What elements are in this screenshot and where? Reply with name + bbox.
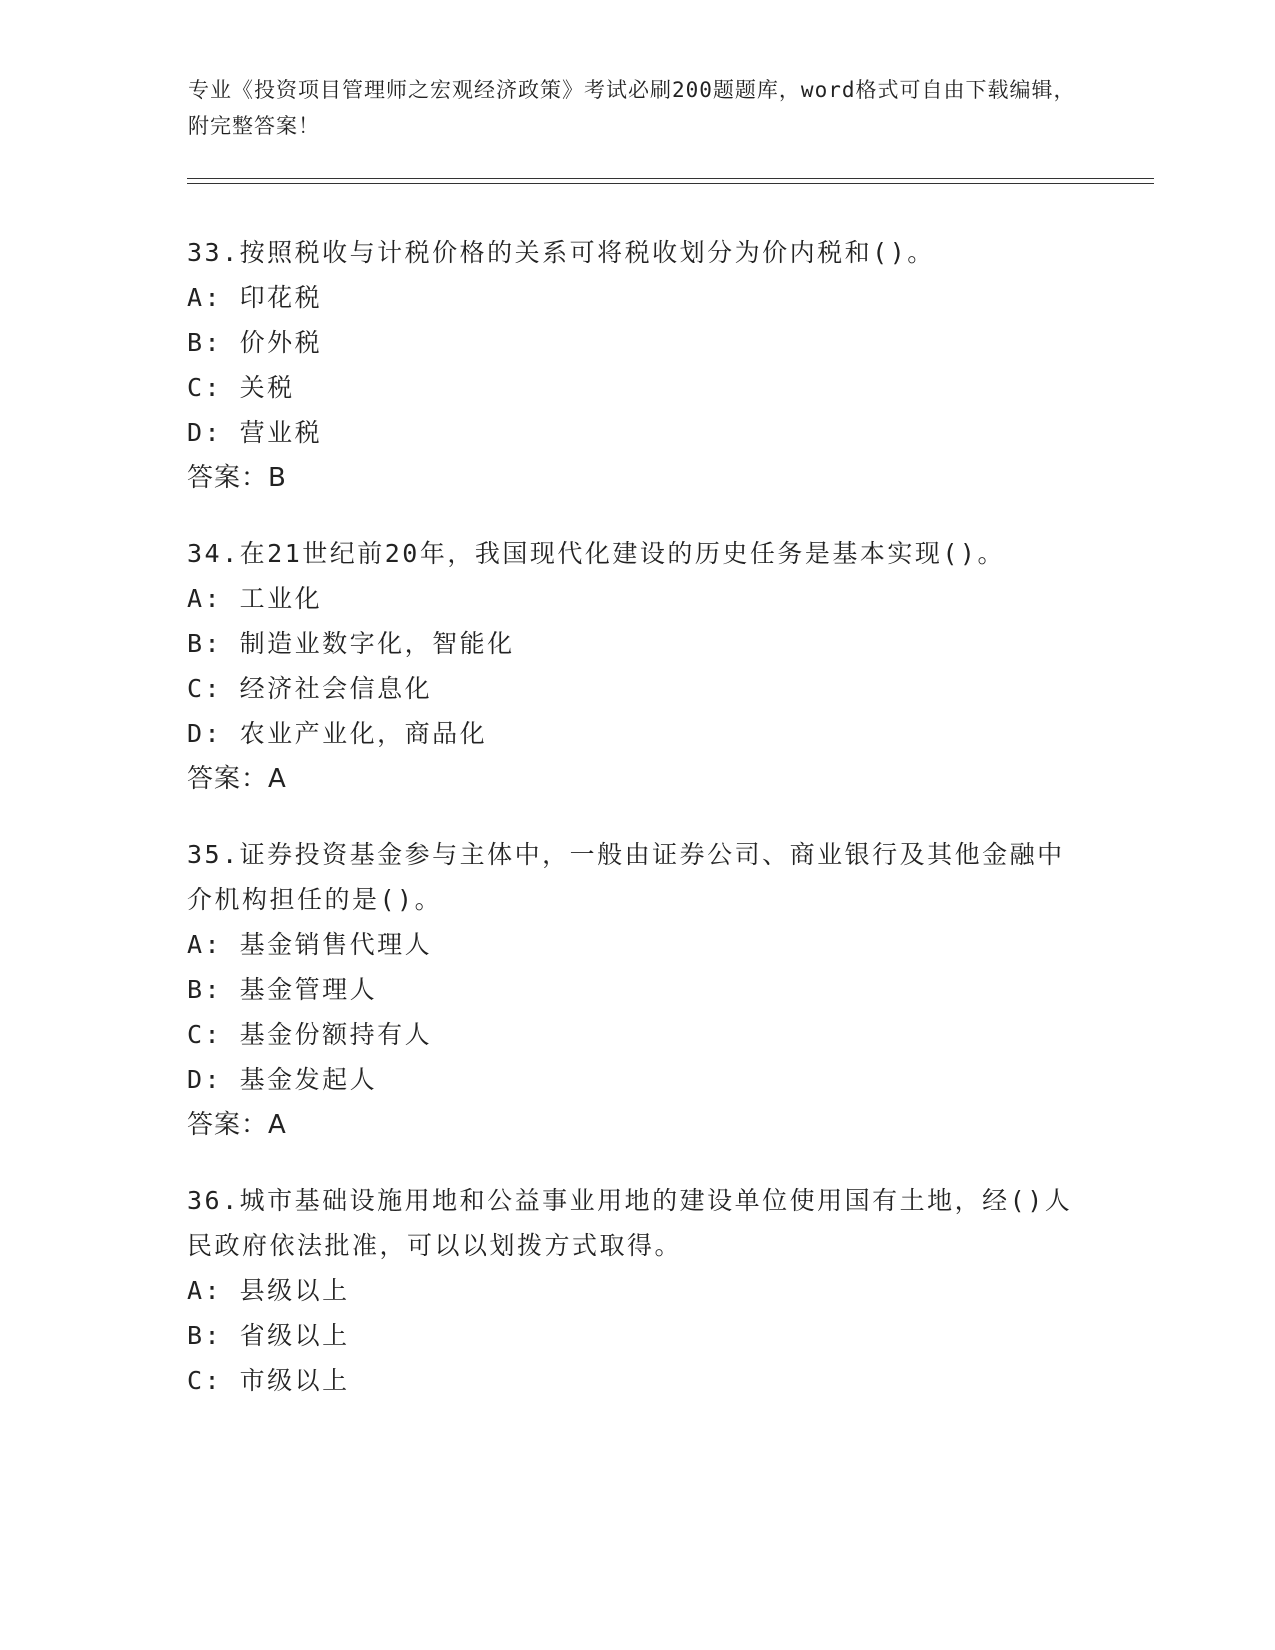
- option-d: D: 基金发起人: [187, 1065, 378, 1094]
- option-a: A: 工业化: [187, 584, 323, 613]
- option-a: A: 印花税: [187, 283, 323, 312]
- answer-text: 答案：A: [187, 764, 287, 794]
- question-text: 35.证券投资基金参与主体中，一般由证券公司、商业银行及其他金融中介机构担任的是()。: [187, 840, 1065, 914]
- option-c: C: 关税: [187, 373, 295, 402]
- option-b: B: 基金管理人: [187, 975, 378, 1004]
- option-c: C: 市级以上: [187, 1366, 350, 1395]
- question-item: [187, 531, 1087, 802]
- option-a: A: 基金销售代理人: [187, 930, 433, 959]
- option-c: C: 经济社会信息化: [187, 674, 433, 703]
- option-b: B: 省级以上: [187, 1321, 350, 1350]
- question-text: 34.在21世纪前20年，我国现代化建设的历史任务是基本实现()。: [187, 539, 1005, 568]
- option-a: A: 县级以上: [187, 1276, 350, 1305]
- option-d: D: 农业产业化，商品化: [187, 719, 488, 748]
- question-item: [187, 230, 1087, 501]
- question-item: [187, 832, 1087, 1148]
- question-list: [187, 230, 1087, 1433]
- option-b: B: 制造业数字化，智能化: [187, 629, 515, 658]
- header-divider-bottom: [187, 183, 1154, 184]
- answer-text: 答案：A: [187, 1110, 287, 1140]
- document-header: 专业《投资项目管理师之宏观经济政策》考试必刷200题题库，word格式可自由下载编辑，附完整答案！: [188, 78, 1076, 138]
- question-text: 36.城市基础设施用地和公益事业用地的建设单位使用国有土地，经()人民政府依法批准，可以以划拨方式取得。: [187, 1186, 1073, 1260]
- question-item: [187, 1178, 1087, 1403]
- option-b: B: 价外税: [187, 328, 323, 357]
- option-d: D: 营业税: [187, 418, 323, 447]
- question-text: 33.按照税收与计税价格的关系可将税收划分为价内税和()。: [187, 238, 935, 267]
- header-divider-top: [187, 178, 1154, 179]
- option-c: C: 基金份额持有人: [187, 1020, 433, 1049]
- answer-text: 答案：B: [187, 463, 287, 493]
